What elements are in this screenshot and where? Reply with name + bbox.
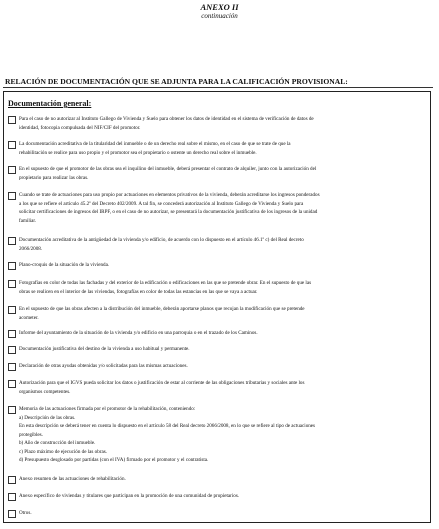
checklist-item-text: Anexo específico de viviendas y titulares que participan en la promoción de una comunidad de propietarios.: [19, 493, 240, 499]
checklist-item-text: Documentación justificativa del destino de la vivienda a uso habitual y permanente.: [19, 346, 190, 352]
section-heading: RELACIÓN DE DOCUMENTACIÓN QUE SE ADJUNTA PARA LA CALIFICACIÓN PROVISIONAL:: [5, 77, 348, 86]
checklist-item-text: La documentación acreditativa de la titularidad del inmueble o de un derecho real sobre el mismo, en el caso de que se trate de que la rehabilitación se realice para uso propio y el promotor sea el propietario o ostente un derecho real sobre el inmueble.: [19, 141, 291, 156]
checkbox[interactable]: [8, 510, 16, 518]
checkbox[interactable]: [8, 262, 16, 270]
checkbox[interactable]: [8, 141, 16, 149]
checkbox[interactable]: [8, 406, 16, 414]
checklist-item-text: Memoria de las actuaciones firmada por el promotor de la rehabilitación, conteniendo: a) Descripción de las obras. En esta descripción se deberá tener en cuenta lo dispuesto en el artículo 58 del Real decreto 2066/2008, en lo que se refiere al tipo de actuaciones protegibles. b) Año de construcción del inmueble. c) Plazo máximo de ejecución de las obras. d) Presupuesto desglosado por partidas (con el IVA) firmado por el promotor y el contratista.: [19, 406, 316, 463]
checkbox[interactable]: [8, 330, 16, 338]
checklist-item-text: Cuando se trate de actuaciones para uso propio por actuaciones en elementos privativos de la vivienda, deberán acreditarse los ingresos ponderados a los que se refiere el artículo 45.2º del Decreto 402/2009. A tal fin, se concederá autorización al Instituto Gallego de Vivienda y Suelo para solicitar certificaciones de ingresos del IRPF, o en el caso de no autorizar, se presentará la documentación justificativa de los ingresos de la unidad familiar.: [19, 192, 320, 224]
checklist-item-text: Anexo resumen de las actuaciones de rehabilitación.: [19, 476, 126, 482]
checklist-item-text: Para el caso de no autorizar al Instituto Gallego de Vivienda y Suelo para obtener los datos de identidad en el sistema de verificación de datos de identidad, fotocopia compulsada del NIF/CIF del promotor.: [19, 116, 314, 131]
annex-title: ANEXO II: [200, 2, 239, 12]
heading-divider: [3, 87, 433, 88]
checklist-item-text: Plano-croquis de la situación de la vivienda.: [19, 262, 110, 268]
checkbox[interactable]: [8, 306, 16, 314]
checkbox[interactable]: [8, 476, 16, 484]
checkbox[interactable]: [8, 192, 16, 200]
checkbox[interactable]: [8, 116, 16, 124]
checklist-item-text: Autorización para que el IGVS pueda solicitar los datos o justificación de estar al corriente de las obligaciones tributarias y sociales ante los organismos competentes.: [19, 380, 305, 395]
box-title: Documentación general:: [8, 99, 92, 108]
checkbox[interactable]: [8, 280, 16, 288]
checkbox[interactable]: [8, 493, 16, 501]
checklist-item-text: Fotografías en color de todas las fachadas y del exterior de la edificación o edificaciones en las que se pretende obrar. En el supuesto de que las obras se realicen en el interior de las viviendas, fotografías en color de todas las estancias en las que se vaya a actuar.: [19, 280, 312, 295]
checklist-item-text: Documentación acreditativa de la antigüedad de la vivienda y/o edificio, de acuerdo con lo dispuesto en el artículo 46.1º c) del Real decreto 2066/2008.: [19, 237, 304, 252]
checkbox[interactable]: [8, 363, 16, 371]
checkbox[interactable]: [8, 237, 16, 245]
checkbox[interactable]: [8, 166, 16, 174]
checklist-item-text: Declaración de otras ayudas obtenidas y/o solicitadas para las mismas actuaciones.: [19, 363, 188, 369]
annex-subtitle: continuación: [201, 12, 238, 20]
checklist-item-text: En el supuesto de que las obras afecten a la distribución del inmueble, deberán aportarse planos que recojan la modificación que se pretende acometer.: [19, 306, 305, 321]
checklist-item-text: En el supuesto de que el promotor de las obras sea el inquilino del inmueble, deberá presentar el contrato de alquiler, junto con la autorización del propietario para realizar las obras.: [19, 166, 317, 181]
checklist-item-text: Informe del ayuntamiento de la situación de la vivienda y/o edificio en una parroquia o en el trazado de los Caminos.: [19, 330, 258, 336]
checkbox[interactable]: [8, 346, 16, 354]
checklist-item-text: Otros.: [19, 510, 32, 516]
checkbox[interactable]: [8, 380, 16, 388]
